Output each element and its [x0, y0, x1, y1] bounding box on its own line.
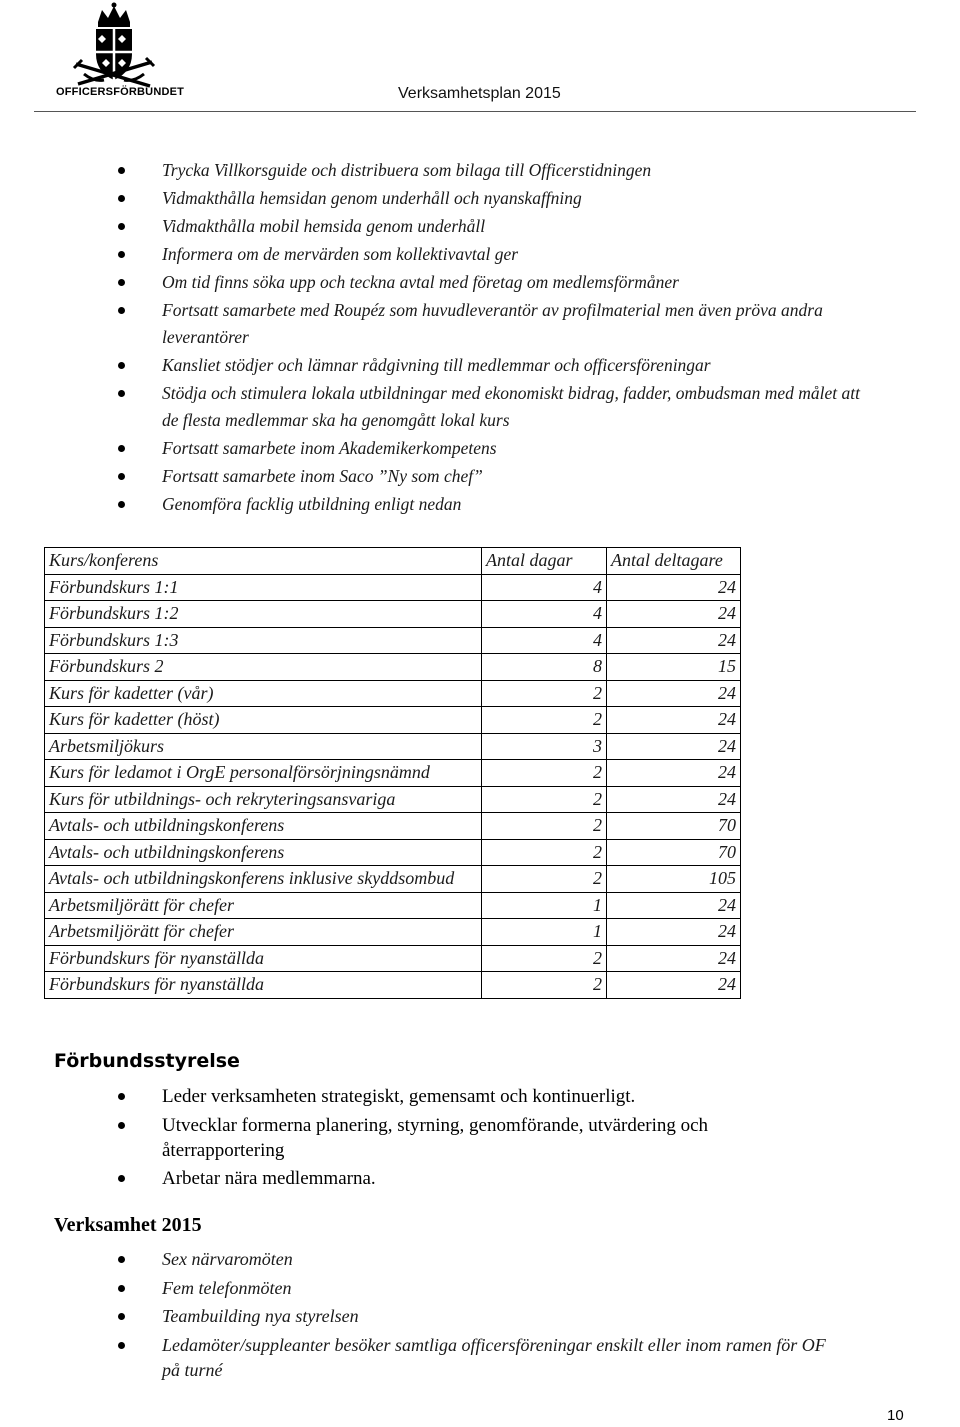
list-item: Teambuilding nya styrelsen	[118, 1304, 838, 1330]
days-cell: 4	[482, 601, 607, 628]
course-name-cell: Kurs för kadetter (vår)	[45, 680, 482, 707]
participants-cell: 15	[607, 654, 741, 681]
course-name-cell: Arbetsmiljörätt för chefer	[45, 919, 482, 946]
participants-cell: 24	[607, 733, 741, 760]
section-heading-verksamhet-2015: Verksamhet 2015	[54, 1214, 202, 1236]
participants-cell: 24	[607, 574, 741, 601]
list-item: Utvecklar formerna planering, styrning, genomförande, utvärdering och återrapportering	[118, 1113, 818, 1163]
participants-cell: 24	[607, 707, 741, 734]
course-name-cell: Kurs för kadetter (höst)	[45, 707, 482, 734]
table-header-row	[45, 548, 741, 575]
page-number: 10	[887, 1407, 904, 1424]
course-name-cell: Avtals- och utbildningskonferens inklusive skyddsombud	[45, 866, 482, 893]
course-name-cell: Förbundskurs 1:2	[45, 601, 482, 628]
table-row	[45, 919, 741, 946]
days-cell: 2	[482, 680, 607, 707]
participants-cell: 70	[607, 839, 741, 866]
table-row	[45, 892, 741, 919]
participants-cell: 105	[607, 866, 741, 893]
logo-wordmark: OFFICERSFÖRBUNDET	[56, 86, 185, 98]
course-name-cell: Arbetsmiljökurs	[45, 733, 482, 760]
participants-cell: 24	[607, 601, 741, 628]
course-name-cell: Förbundskurs 1:3	[45, 627, 482, 654]
course-name-cell: Kurs för utbildnings- och rekryteringsansvariga	[45, 786, 482, 813]
table-row	[45, 945, 741, 972]
list-item: Vidmakthålla mobil hemsida genom underhåll	[118, 213, 878, 240]
course-name-cell: Avtals- och utbildningskonferens	[45, 813, 482, 840]
days-cell: 1	[482, 919, 607, 946]
participants-cell: 24	[607, 945, 741, 972]
participants-cell: 24	[607, 627, 741, 654]
days-cell: 1	[482, 892, 607, 919]
document-header-title: Verksamhetsplan 2015	[398, 85, 561, 102]
list-item: Om tid finns söka upp och teckna avtal med företag om medlemsförmåner	[118, 269, 878, 296]
list-item: Informera om de mervärden som kollektivavtal ger	[118, 241, 878, 268]
days-cell: 2	[482, 972, 607, 999]
course-table	[44, 547, 741, 999]
list-item: Trycka Villkorsguide och distribuera som bilaga till Officerstidningen	[118, 157, 878, 184]
table-row	[45, 839, 741, 866]
list-item: Genomföra facklig utbildning enligt nedan	[118, 491, 878, 518]
days-cell: 2	[482, 839, 607, 866]
days-cell: 4	[482, 574, 607, 601]
list-item: Fortsatt samarbete med Roupéz som huvudleverantör av profilmaterial men även pröva andra leverantörer	[118, 297, 878, 350]
table-row	[45, 760, 741, 787]
participants-cell: 70	[607, 813, 741, 840]
list-item: Leder verksamheten strategiskt, gemensamt och kontinuerligt.	[118, 1084, 818, 1109]
course-name-cell: Avtals- och utbildningskonferens	[45, 839, 482, 866]
days-cell: 2	[482, 786, 607, 813]
list-item: Fem telefonmöten	[118, 1276, 838, 1302]
table-row	[45, 601, 741, 628]
course-name-cell: Förbundskurs 2	[45, 654, 482, 681]
participants-cell: 24	[607, 892, 741, 919]
forbundsstyrelse-bullet-list	[118, 1084, 818, 1195]
list-item: Kansliet stödjer och lämnar rådgivning till medlemmar och officersföreningar	[118, 352, 878, 379]
column-header-course: Kurs/konferens	[45, 548, 482, 575]
table-row	[45, 813, 741, 840]
table-row	[45, 707, 741, 734]
table-row	[45, 627, 741, 654]
list-item: Fortsatt samarbete inom Saco ”Ny som chef”	[118, 463, 878, 490]
list-item: Arbetar nära medlemmarna.	[118, 1166, 818, 1191]
column-header-days: Antal dagar	[482, 548, 607, 575]
participants-cell: 24	[607, 786, 741, 813]
list-item: Stödja och stimulera lokala utbildningar med ekonomiskt bidrag, fadder, ombudsman med målet att de flesta medlemmar ska ha genomgått lokal kurs	[118, 380, 878, 433]
course-name-cell: Förbundskurs för nyanställda	[45, 945, 482, 972]
participants-cell: 24	[607, 760, 741, 787]
days-cell: 2	[482, 813, 607, 840]
activities-bullet-list	[118, 157, 878, 519]
verksamhet-bullet-list	[118, 1247, 838, 1387]
list-item: Sex närvaromöten	[118, 1247, 838, 1273]
participants-cell: 24	[607, 972, 741, 999]
participants-cell: 24	[607, 919, 741, 946]
list-item: Vidmakthålla hemsidan genom underhåll och nyanskaffning	[118, 185, 878, 212]
days-cell: 2	[482, 945, 607, 972]
course-name-cell: Arbetsmiljörätt för chefer	[45, 892, 482, 919]
course-name-cell: Kurs för ledamot i OrgE personalförsörjningsnämnd	[45, 760, 482, 787]
participants-cell: 24	[607, 680, 741, 707]
table-row	[45, 972, 741, 999]
course-name-cell: Förbundskurs för nyanställda	[45, 972, 482, 999]
table-row	[45, 574, 741, 601]
days-cell: 2	[482, 866, 607, 893]
table-row	[45, 786, 741, 813]
list-item: Fortsatt samarbete inom Akademikerkompetens	[118, 435, 878, 462]
header-divider	[34, 111, 916, 112]
days-cell: 2	[482, 760, 607, 787]
table-row	[45, 680, 741, 707]
days-cell: 4	[482, 627, 607, 654]
list-item: Ledamöter/suppleanter besöker samtliga officersföreningar enskilt eller inom ramen för OF på turné	[118, 1333, 838, 1384]
table-row	[45, 733, 741, 760]
course-name-cell: Förbundskurs 1:1	[45, 574, 482, 601]
column-header-participants: Antal deltagare	[607, 548, 741, 575]
days-cell: 8	[482, 654, 607, 681]
table-row	[45, 654, 741, 681]
days-cell: 2	[482, 707, 607, 734]
section-heading-forbundsstyrelse: Förbundsstyrelse	[54, 1050, 240, 1072]
table-row	[45, 866, 741, 893]
days-cell: 3	[482, 733, 607, 760]
